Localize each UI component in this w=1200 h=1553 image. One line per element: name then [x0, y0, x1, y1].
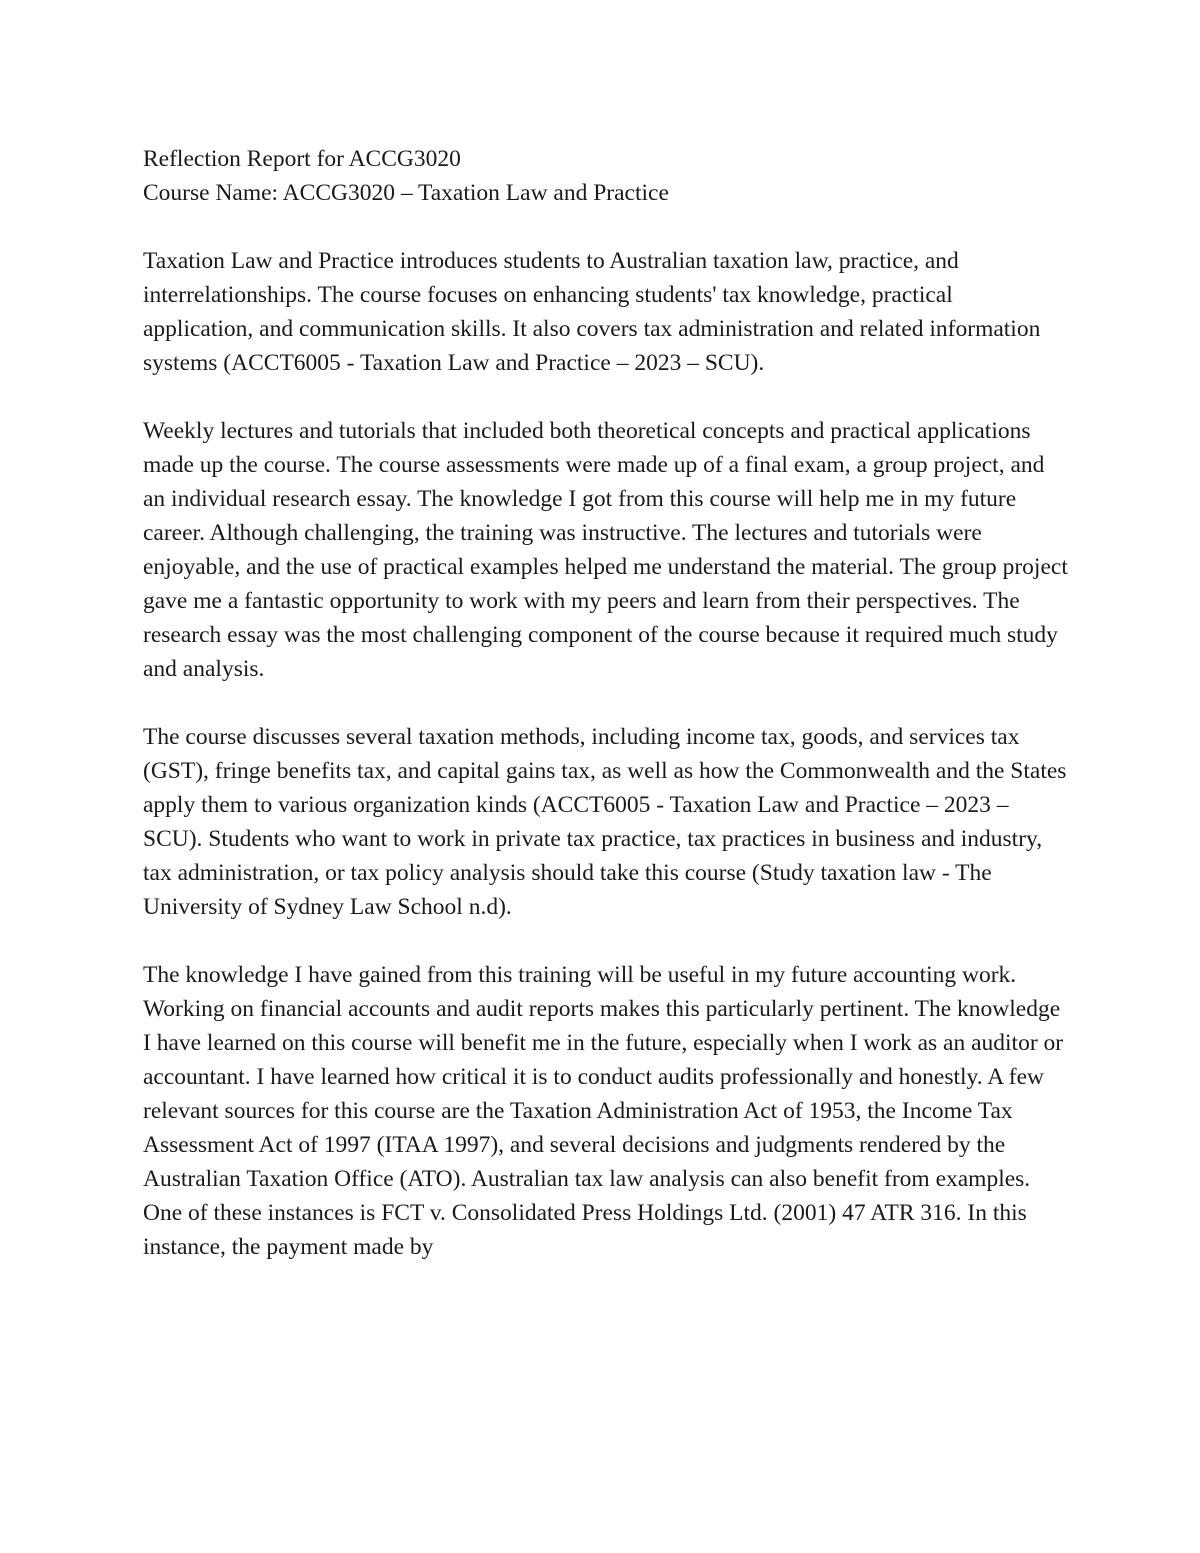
document-body	[143, 142, 1068, 1264]
paragraph-future-application: The knowledge I have gained from this training will be useful in my future accounting work. Working on financial accounts and audit reports makes this particularly pertinent. The knowledge I have learned on this course will benefit me in the future, especially when I work as an auditor or accountant. I have learned how critical it is to conduct audits professionally and honestly. A few relevant sources for this course are the Taxation Administration Act of 1953, the Income Tax Assessment Act of 1997 (ITAA 1997), and several decisions and judgments rendered by the Australian Taxation Office (ATO). Australian tax law analysis can also benefit from examples. One of these instances is FCT v. Consolidated Press Holdings Ltd. (2001) 47 ATR 316. In this instance, the payment made by	[143, 962, 1064, 1260]
paragraph-spacer	[143, 380, 1068, 414]
course-name-line: Course Name: ACCG3020 – Taxation Law and Practice	[143, 180, 669, 206]
paragraph-spacer	[143, 686, 1068, 720]
paragraph-introduction: Taxation Law and Practice introduces students to Australian taxation law, practice, and interrelationships. The course focuses on enhancing students' tax knowledge, practical application, and communication skills. It also covers tax administration and related information systems (ACCT6005 - Taxation Law and Practice – 2023 – SCU).	[143, 248, 1041, 376]
paragraph-spacer	[143, 924, 1068, 958]
report-title: Reflection Report for ACCG3020	[143, 146, 461, 172]
paragraph-course-structure: Weekly lectures and tutorials that included both theoretical concepts and practical applications made up the course. The course assessments were made up of a final exam, a group project, and an individual research essay. The knowledge I got from this course will help me in my future career. Although challenging, the training was instructive. The lectures and tutorials were enjoyable, and the use of practical examples helped me understand the material. The group project gave me a fantastic opportunity to work with my peers and learn from their perspectives. The research essay was the most challenging component of the course because it required much study and analysis.	[143, 418, 1068, 682]
paragraph-spacer	[143, 210, 1068, 244]
paragraph-taxation-methods: The course discusses several taxation methods, including income tax, goods, and services tax (GST), fringe benefits tax, and capital gains tax, as well as how the Commonwealth and the States apply them to various organization kinds (ACCT6005 - Taxation Law and Practice – 2023 – SCU). Students who want to work in private tax practice, tax practices in business and industry, tax administration, or tax policy analysis should take this course (Study taxation law - The University of Sydney Law School n.d).	[143, 724, 1067, 920]
